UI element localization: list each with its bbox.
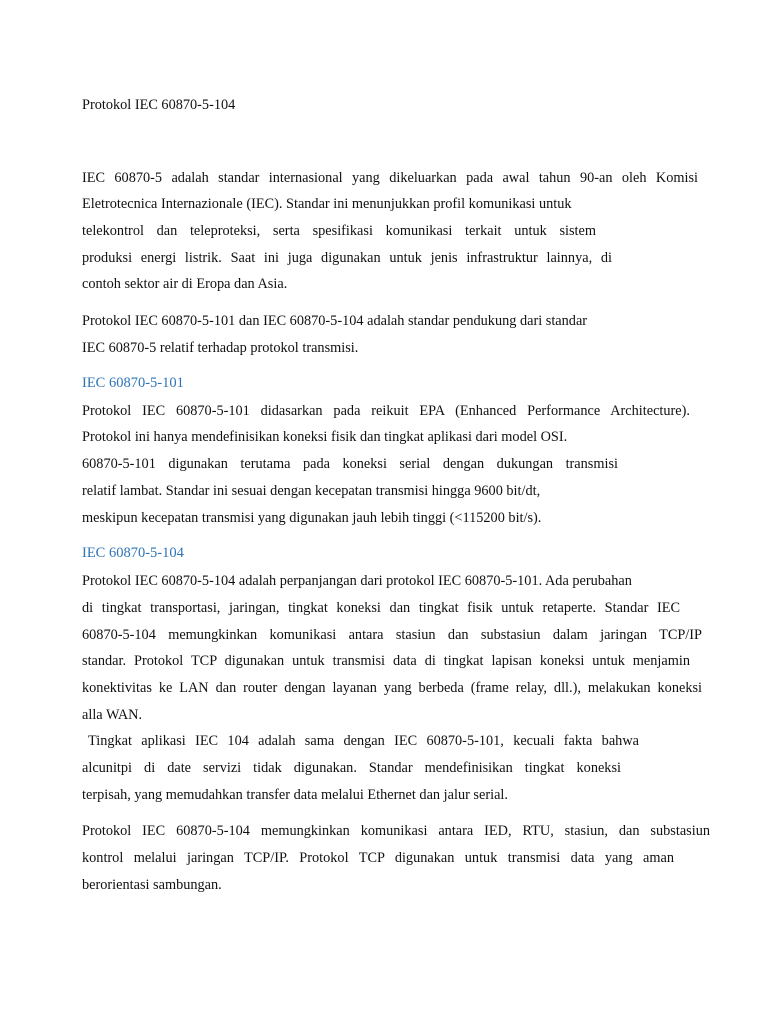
section-104-p1-line-3: 60870-5-104 memungkinkan komunikasi antara stasiun dan substasiun dalam jaringan TCP/IP bbox=[82, 627, 702, 643]
section-104-p1-line-6: alla WAN. bbox=[82, 707, 143, 723]
section-104-p3-line-2: kontrol melalui jaringan TCP/IP. Protokol TCP digunakan untuk transmisi data yang aman bbox=[82, 850, 674, 866]
intro-line-5: contoh sektor air di Eropa dan Asia. bbox=[82, 276, 288, 292]
section-101-line-2: Protokol ini hanya mendefinisikan koneksi fisik dan tingkat aplikasi dari model OSI. bbox=[82, 429, 568, 445]
support-line-2: IEC 60870-5 relatif terhadap protokol transmisi. bbox=[82, 340, 359, 356]
section-104-p2-line-1: Tingkat aplikasi IEC 104 adalah sama dengan IEC 60870-5-101, kecuali fakta bahwa bbox=[88, 733, 639, 749]
section-104-p1-line-2: di tingkat transportasi, jaringan, tingkat koneksi dan tingkat fisik untuk retaperte. Standar IEC bbox=[82, 600, 680, 616]
section-101-line-3: 60870-5-101 digunakan terutama pada koneksi serial dengan dukungan transmisi bbox=[82, 456, 618, 472]
intro-line-1: IEC 60870-5 adalah standar internasional yang dikeluarkan pada awal tahun 90-an oleh Komisi bbox=[82, 170, 698, 186]
section-104-p3-line-1: Protokol IEC 60870-5-104 memungkinkan komunikasi antara IED, RTU, stasiun, dan substasiun bbox=[82, 823, 710, 839]
section-101-line-1: Protokol IEC 60870-5-101 didasarkan pada reikuit EPA (Enhanced Performance Architecture). bbox=[82, 403, 690, 419]
intro-line-2: Eletrotecnica Internazionale (IEC). Standar ini menunjukkan profil komunikasi untuk bbox=[82, 196, 572, 212]
document-title: Protokol IEC 60870-5-104 bbox=[82, 97, 236, 113]
section-101-line-4: relatif lambat. Standar ini sesuai dengan kecepatan transmisi hingga 9600 bit/dt, bbox=[82, 483, 541, 499]
section-104-p3-line-3: berorientasi sambungan. bbox=[82, 877, 222, 893]
section-104-heading: IEC 60870-5-104 bbox=[82, 545, 184, 561]
section-104-p2-line-2: alcunitpi di date servizi tidak digunakan. Standar mendefinisikan tingkat koneksi bbox=[82, 760, 621, 776]
section-104-p1-line-4: standar. Protokol TCP digunakan untuk transmisi data di tingkat lapisan koneksi untuk menjamin bbox=[82, 653, 690, 669]
section-104-p2-line-3: terpisah, yang memudahkan transfer data melalui Ethernet dan jalur serial. bbox=[82, 787, 508, 803]
intro-line-4: produksi energi listrik. Saat ini juga digunakan untuk jenis infrastruktur lainnya, di bbox=[82, 250, 612, 266]
section-101-line-5: meskipun kecepatan transmisi yang digunakan jauh lebih tinggi (<115200 bit/s). bbox=[82, 510, 542, 526]
intro-line-3: telekontrol dan teleproteksi, serta spesifikasi komunikasi terkait untuk sistem bbox=[82, 223, 596, 239]
section-104-p1-line-5: konektivitas ke LAN dan router dengan layanan yang berbeda (frame relay, dll.), melakukan koneksi bbox=[82, 680, 702, 696]
support-line-1: Protokol IEC 60870-5-101 dan IEC 60870-5-104 adalah standar pendukung dari standar bbox=[82, 313, 588, 329]
section-104-p1-line-1: Protokol IEC 60870-5-104 adalah perpanjangan dari protokol IEC 60870-5-101. Ada perubahan bbox=[82, 573, 632, 589]
section-101-heading: IEC 60870-5-101 bbox=[82, 375, 184, 391]
